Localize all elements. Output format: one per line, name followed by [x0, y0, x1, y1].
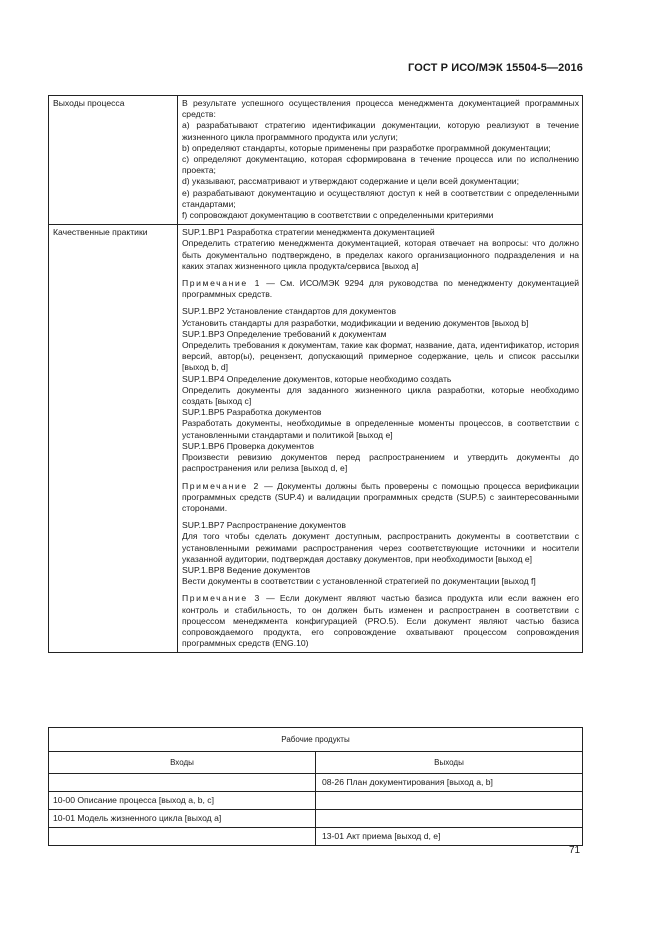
bp8-title: SUP.1.BP8 Ведение документов: [182, 564, 311, 575]
practices-label: Качественные практики: [49, 225, 178, 653]
bp4-title: SUP.1.BP4 Определение документов, которые необходимо создать: [182, 373, 452, 384]
note-3-label: Примечание 3: [182, 593, 261, 604]
bp5-text: Разработать документы, необходимые в определенные моменты процессов, в соответствии с установленными стандартами и политикой [выход e]: [182, 418, 579, 440]
bp1-title: SUP.1.BP1 Разработка стратегии менеджмента документацией: [182, 227, 435, 238]
bp6-text: Произвести ревизию документов перед распространением и утвердить документы до распространения или релиза [выход d, e]: [182, 452, 579, 474]
note-2-text: — Документы должны быть проверены с помощью процесса верификации программных средств (SUP.4) и валидации программных средств (SUP.5) с заинтересованными сторонами.: [182, 480, 579, 513]
practices-row: [49, 225, 583, 653]
table-row: [49, 810, 583, 828]
outcome-line: a) разрабатывают стратегию идентификации документации, которую реализуют в течение жизненного цикла программного продукта или услуги;: [182, 120, 579, 142]
note-1: [182, 278, 579, 300]
outcome-line: b) определяют стандарты, которые применены при разработке программной документации;: [182, 142, 551, 153]
output-cell: 08-26 План документирования [выход a, b]: [316, 774, 583, 792]
input-cell: [49, 774, 316, 792]
output-cell: [316, 810, 583, 828]
outcome-line: В результате успешного осуществления процесса менеджмента документацией программных средств:: [182, 98, 579, 120]
bp2-text: Установить стандарты для разработки, модификации и ведению документов [выход b]: [182, 317, 529, 328]
work-products-title: Рабочие продукты: [49, 728, 583, 752]
outcomes-row: [49, 96, 583, 225]
outcome-line: f) сопровождают документацию в соответствии с определенными критериями: [182, 210, 494, 221]
outcomes-content: [178, 96, 583, 225]
table-row: [49, 774, 583, 792]
note-2: [182, 481, 579, 515]
bp8-text: Вести документы в соответствии с установленной стратегией по документации [выход f]: [182, 576, 536, 587]
bp3-title: SUP.1.BP3 Определение требований к документам: [182, 328, 387, 339]
inputs-header: Входы: [49, 752, 316, 774]
outputs-header: Выходы: [316, 752, 583, 774]
input-cell: 10-01 Модель жизненного цикла [выход a]: [49, 810, 316, 828]
table-row: [49, 792, 583, 810]
input-cell: [49, 828, 316, 846]
note-1-label: Примечание 1: [182, 278, 261, 289]
note-3-text: — Если документ являют частью базиса продукта или если важнен его контроль и стабильность, то он должен быть изменен и распространен в соответствии с процессом менеджмента конфигурацией (PRO.5). Если документ являют частью базиса сопровождаемого продукта, его сопровождение охватывают процессом сопровождения программных средств (ENG.10): [182, 593, 580, 649]
outcome-line: d) указывают, рассматривают и утверждают содержание и цели всей документации;: [182, 176, 519, 187]
bp7-title: SUP.1.BP7 Распространение документов: [182, 520, 346, 531]
process-table: [48, 95, 583, 653]
standard-header: ГОСТ Р ИСО/МЭК 15504-5—2016: [408, 62, 583, 74]
table-row: [49, 828, 583, 846]
page-number: 71: [569, 845, 581, 856]
bp4-text: Определить документы для заданного жизненного цикла разработки, которые необходимо создать [выход c]: [182, 384, 579, 407]
note-2-label: Примечание 2: [182, 480, 260, 491]
output-cell: 13-01 Акт приема [выход d, e]: [316, 828, 583, 846]
note-1-text: — См. ИСО/МЭК 9294 для руководства по менеджменту документацией программных средств.: [182, 278, 579, 300]
bp2-title: SUP.1.BP2 Установление стандартов для документов: [182, 306, 397, 317]
bp3-text: Определить требования к документам, такие как формат, название, дата, идентификатор, история версий, автор(ы), рецензент, допускающий примерное содержание, цель и список рассылки [выход b, d]: [182, 340, 579, 373]
note-3: [182, 593, 579, 649]
bp1-text: Определить стратегию менеджмента документацией, которая отвечает на вопросы: что должно быть документально подтверждено, в пределах какого организационного подразделения и на каких этапах жизненного цикла продукта/сервиса [выход a]: [182, 238, 579, 271]
bp7-text: Для того чтобы сделать документ доступным, распространить документы в соответствии с установленными режимами распространения через соответствующие источники и носители указанной аудитории, подтверждая доставку документов, при необходимости [выход e]: [182, 531, 579, 564]
bp5-title: SUP.1.BP5 Разработка документов: [182, 407, 322, 418]
practices-content: [178, 225, 583, 653]
output-cell: [316, 792, 583, 810]
input-cell: 10-00 Описание процесса [выход a, b, c]: [49, 792, 316, 810]
bp6-title: SUP.1.BP6 Проверка документов: [182, 440, 315, 451]
work-products-table: [48, 727, 583, 846]
outcome-line: e) разрабатывают документацию и осуществляют доступ к ней в соответствии с определенными стандартами;: [182, 187, 579, 209]
outcome-line: c) определяют документацию, которая сформирована в течение процесса или по исполнению проекта;: [182, 154, 579, 176]
outcomes-label: Выходы процесса: [49, 96, 178, 225]
